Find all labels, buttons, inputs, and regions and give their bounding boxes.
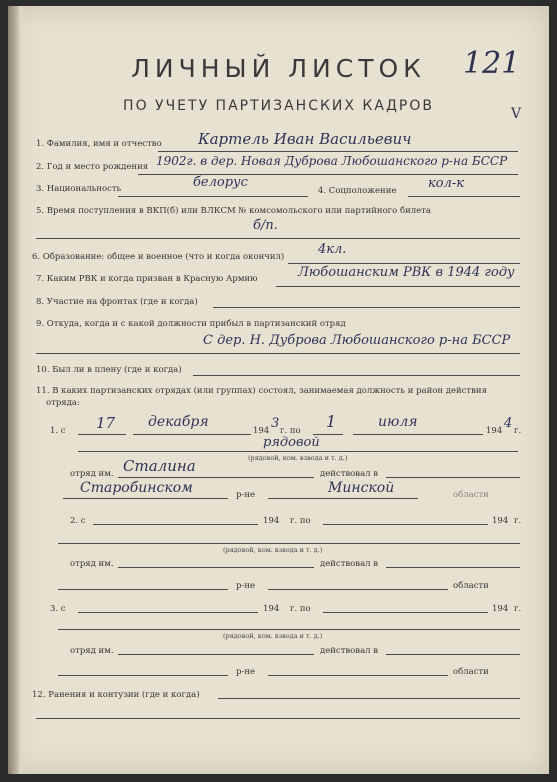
entry-1-detachment-line bbox=[118, 477, 314, 478]
entry-2-district-line bbox=[58, 589, 228, 590]
field-8-label: 8. Участие на фронтах (где и когда) bbox=[36, 297, 198, 307]
entry-2-detachment-line bbox=[118, 567, 314, 568]
entry-1-role: рядовой bbox=[263, 435, 320, 450]
entry-3-from-line bbox=[78, 612, 258, 613]
binding-edge bbox=[8, 6, 22, 774]
entry-2-district-suffix: р-не bbox=[236, 581, 256, 591]
field-8-line bbox=[213, 307, 520, 308]
entry-2-prefix: 2. с bbox=[70, 516, 86, 526]
entry-1-acted-line bbox=[386, 477, 520, 478]
field-12-label: 12. Ранения и контузии (где и когда) bbox=[32, 690, 200, 700]
entry-1-g: г. bbox=[514, 426, 522, 436]
entry-1-month: декабря bbox=[148, 414, 209, 430]
entry-3-year-to: 194 bbox=[492, 604, 509, 614]
field-5-label: 5. Время поступления в ВКП(б) или ВЛКСМ № комсомольского или партийного билета bbox=[36, 206, 431, 216]
entry-1-year-from-hw: 3 bbox=[271, 416, 280, 431]
field-10-line bbox=[193, 375, 520, 376]
entry-1-district: Старобинском bbox=[80, 480, 193, 496]
entry-3-role-line bbox=[58, 629, 520, 630]
entry-2-role-hint: (рядовой, ком. взвода и т. д.) bbox=[223, 546, 323, 554]
entry-1-region-line bbox=[268, 498, 418, 499]
entry-3-district-line bbox=[58, 675, 228, 676]
check-mark: V bbox=[511, 106, 522, 122]
entry-2-from-line bbox=[93, 524, 258, 525]
entry-1-to-month: июля bbox=[378, 414, 418, 430]
field-1-line bbox=[158, 151, 518, 152]
field-4-label: 4. Соцположение bbox=[318, 186, 397, 196]
field-3-label: 3. Национальность bbox=[36, 184, 122, 194]
field-2-label: 2. Год и место рождения bbox=[36, 162, 149, 172]
entry-1-role-line bbox=[78, 451, 518, 452]
field-9-value: С дер. Н. Дуброва Любошанского р-на БССР bbox=[203, 333, 511, 348]
entry-1-year-to-hw: 4 bbox=[504, 416, 513, 431]
entry-3-year-from: 194 bbox=[263, 604, 280, 614]
field-5-value: б/п. bbox=[253, 218, 278, 233]
field-3-line bbox=[118, 196, 308, 197]
entry-2-to-word: г. по bbox=[290, 516, 311, 526]
field-7-line bbox=[276, 286, 520, 287]
field-7-label: 7. Каким РВК и когда призван в Красную Армию bbox=[36, 274, 258, 284]
entry-1-to-word: г. по bbox=[280, 426, 301, 436]
entry-2-region-suffix: области bbox=[453, 581, 489, 591]
entry-2-region-line bbox=[268, 589, 448, 590]
entry-2-detachment-label: отряд им. bbox=[70, 559, 114, 569]
entry-3-to-word: г. по bbox=[290, 604, 311, 614]
entry-3-role-hint: (рядовой, ком. взвода и т. д.) bbox=[223, 632, 323, 640]
field-12-line bbox=[218, 698, 520, 699]
entry-1-day-line bbox=[78, 434, 126, 435]
entry-1-to-month-line bbox=[353, 434, 483, 435]
field-4-line bbox=[408, 196, 520, 197]
entry-2-g: г. bbox=[514, 516, 522, 526]
field-1-label: 1. Фамилия, имя и отчество bbox=[36, 139, 162, 149]
entry-1-to-day: 1 bbox=[326, 412, 337, 431]
entry-1-region-suffix: области bbox=[453, 490, 489, 500]
entry-3-detachment-label: отряд им. bbox=[70, 646, 114, 656]
field-5-line bbox=[36, 238, 520, 239]
field-3-value: белорус bbox=[193, 175, 248, 190]
entry-3-region-suffix: области bbox=[453, 667, 489, 677]
entry-2-acted-line bbox=[386, 567, 520, 568]
entry-1-detachment-label: отряд им. bbox=[70, 469, 114, 479]
field-6-label: 6. Образование: общее и военное (что и когда окончил) bbox=[32, 252, 285, 262]
field-9-label: 9. Откуда, когда и с какой должности прибыл в партизанский отряд bbox=[36, 319, 346, 329]
field-6-line bbox=[288, 263, 520, 264]
field-1-value: Картель Иван Васильевич bbox=[198, 130, 412, 148]
field-2-value: 1902г. в дер. Новая Дуброва Любошанского р-на БССР bbox=[156, 154, 508, 168]
document-title: ЛИЧНЫЙ ЛИСТОК bbox=[131, 54, 426, 83]
entry-3-acted-label: действовал в bbox=[320, 646, 379, 656]
field-10-label: 10. Был ли в плену (где и когда) bbox=[36, 365, 182, 375]
entry-1-month-line bbox=[133, 434, 251, 435]
entry-1-acted-label: действовал в bbox=[320, 469, 379, 479]
entry-1-region: Минской bbox=[328, 480, 395, 496]
entry-3-district-suffix: р-не bbox=[236, 667, 256, 677]
entry-1-detachment: Сталина bbox=[123, 457, 196, 475]
entry-3-to-line bbox=[323, 612, 488, 613]
field-9-line bbox=[36, 353, 520, 354]
entry-2-role-line bbox=[58, 543, 520, 544]
entry-2-acted-label: действовал в bbox=[320, 559, 379, 569]
document-sheet bbox=[8, 6, 549, 774]
field-7-value: Любошанским РВК в 1944 году bbox=[298, 265, 515, 280]
entry-2-to-line bbox=[323, 524, 488, 525]
entry-2-year-from: 194 bbox=[263, 516, 280, 526]
entry-1-prefix: 1. с bbox=[50, 426, 66, 436]
entry-3-detachment-line bbox=[118, 654, 314, 655]
entry-2-year-to: 194 bbox=[492, 516, 509, 526]
field-11-label-cont: отряда: bbox=[46, 398, 80, 408]
field-12-line-2 bbox=[36, 718, 520, 719]
field-6-value: 4кл. bbox=[318, 242, 347, 257]
file-number: 121 bbox=[463, 46, 521, 81]
entry-1-day: 17 bbox=[96, 414, 116, 432]
entry-1-district-line bbox=[63, 498, 228, 499]
entry-1-year-to: 194 bbox=[486, 426, 503, 436]
entry-1-year-from: 194 bbox=[253, 426, 270, 436]
entry-1-district-suffix: р-не bbox=[236, 490, 256, 500]
document-subtitle: ПО УЧЕТУ ПАРТИЗАНСКИХ КАДРОВ bbox=[123, 98, 434, 114]
entry-3-prefix: 3. с bbox=[50, 604, 66, 614]
entry-1-role-hint: (рядовой, ком. взвода и т. д.) bbox=[248, 454, 348, 462]
field-4-value: кол-к bbox=[428, 176, 465, 191]
entry-3-g: г. bbox=[514, 604, 522, 614]
field-11-label: 11. В каких партизанских отрядах (или группах) состоял, занимаемая должность и район действия bbox=[36, 386, 487, 396]
entry-3-acted-line bbox=[386, 654, 520, 655]
entry-3-region-line bbox=[268, 675, 448, 676]
